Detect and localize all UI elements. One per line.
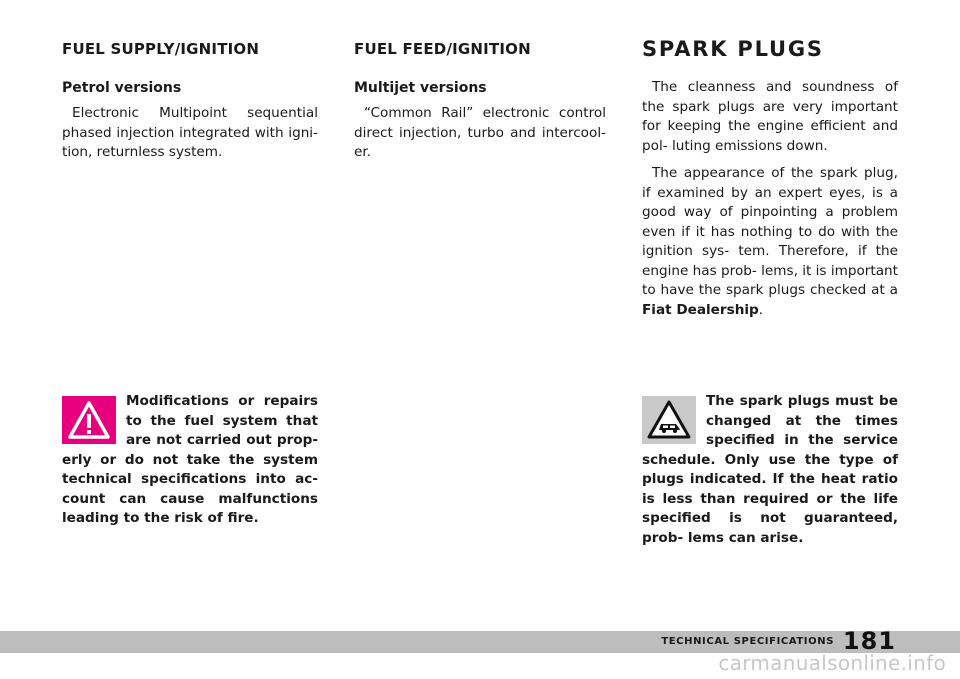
footer-section-title: TECHNICAL SPECIFICATIONS xyxy=(661,636,834,647)
spark-plug-warning xyxy=(642,392,898,548)
petrol-versions-subheading: Petrol versions xyxy=(62,80,182,96)
multijet-injection-paragraph: “Common Rail” electronic control direct injection, turbo and intercool- er. xyxy=(354,105,606,160)
spark-plugs-title: SPARK PLUGS xyxy=(642,37,824,61)
fuel-system-warning xyxy=(62,392,318,529)
spark-plug-appearance-text: The appearance of the spark plug, if examined by an expert eyes, is a good way of pinpointing a problem even if it has nothing to do with the ignition sys- tem. Therefore, if the engine has prob- lems, it is important to have the spark plugs checked at a xyxy=(642,165,898,298)
middle-column xyxy=(354,38,606,171)
fuel-feed-heading: FUEL FEED/IGNITION xyxy=(354,40,531,58)
multijet-versions-subheading: Multijet versions xyxy=(354,80,487,96)
right-column xyxy=(642,38,898,328)
vehicle-warning-triangle-icon xyxy=(642,396,696,444)
paragraph-end-punctuation: . xyxy=(758,301,764,318)
page-number: 181 xyxy=(842,627,896,655)
watermark-text: carmanualsonline.info xyxy=(718,651,946,675)
fiat-dealership-text: Fiat Dealership xyxy=(642,301,759,318)
spark-plug-warning-text: The spark plugs must be changed at the times specified in the service schedule. Only use the type of plugs indicated. If the heat ratio is less than required or the life specified is not guaranteed, prob- lems can arise. xyxy=(642,393,898,546)
spark-plug-cleanness-paragraph: The cleanness and soundness of the spark plugs are very important for keeping the engine efficient and pol- luting emissions down. xyxy=(642,79,898,154)
left-column xyxy=(62,38,318,171)
fire-warning-triangle-icon xyxy=(62,396,116,444)
spark-plug-appearance-paragraph xyxy=(642,164,898,320)
fuel-system-warning-text: Modifications or repairs to the fuel system that are not carried out prop- erly or do not take the system technical specifications into ac- count can cause malfunctions leading to the risk of fire. xyxy=(62,393,318,526)
petrol-injection-paragraph: Electronic Multipoint sequential phased injection integrated with igni- tion, returnless system. xyxy=(62,105,318,160)
fuel-supply-heading: FUEL SUPPLY/IGNITION xyxy=(62,40,260,58)
